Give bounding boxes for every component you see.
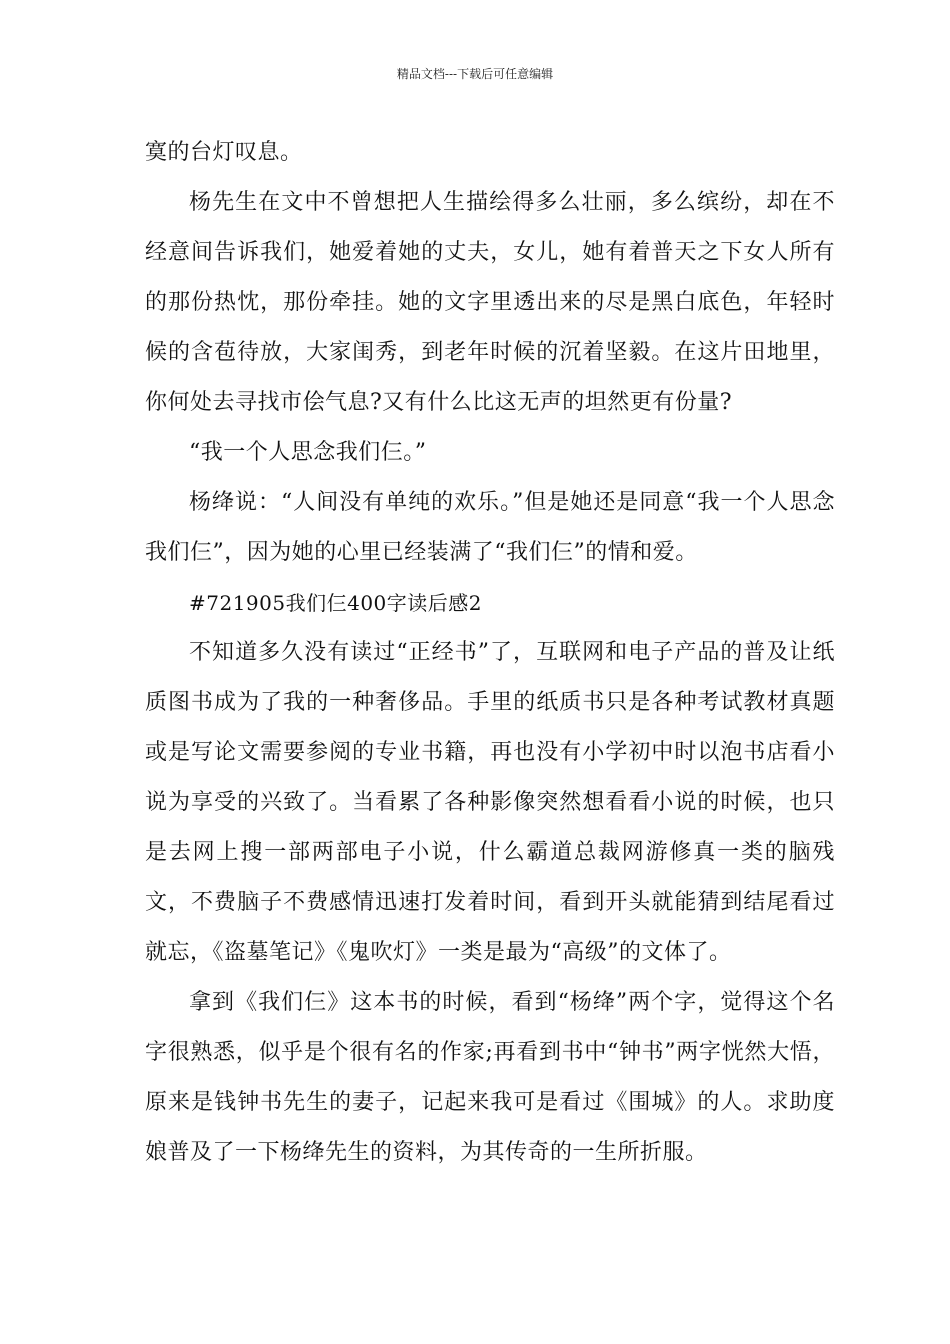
paragraph-3: “我一个人思念我们仨。” — [189, 440, 427, 465]
paragraph-1: 寞的台灯叹息。 — [145, 140, 303, 165]
paragraph-6: 不知道多久没有读过“正经书”了，互联网和电子产品的普及让纸质图书成为了我的一种奢侈品。手里的纸质书只是各种考试教材真题或是写论文需要参阅的专业书籍，再也没有小学初中时以泡书店看小说为享受的兴致了。当看累了各种影像突然想看看小说的时候，也只是去网上搜一部两部电子小说，什么霸道总裁网游修真一类的脑残文，不费脑子不费感情迅速打发着时间，看到开头就能猜到结尾看过就忘，《盗墓笔记》《鬼吹灯》一类是最为“高级”的文体了。 — [145, 640, 835, 965]
paragraph-2: 杨先生在文中不曾想把人生描绘得多么壮丽，多么缤纷，却在不经意间告诉我们，她爱着她的丈夫，女儿，她有着普天之下女人所有的那份热忱，那份牵挂。她的文字里透出来的尽是黑白底色，年轻时候的含苞待放，大家闺秀，到老年时候的沉着坚毅。在这片田地里，你何处去寻找市侩气息?又有什么比这无声的坦然更有份量? — [145, 190, 835, 415]
paragraph-4: 杨绛说：“人间没有单纯的欢乐。”但是她还是同意“我一个人思念我们仨”，因为她的心里已经装满了“我们仨”的情和爱。 — [145, 490, 835, 565]
document-body — [145, 128, 835, 1178]
section-heading: #721905我们仨400字读后感2 — [189, 591, 483, 615]
page-header: 精品文档---下载后可任意编辑 — [396, 67, 554, 81]
paragraph-7: 拿到《我们仨》这本书的时候，看到“杨绛”两个字，觉得这个名字很熟悉，似乎是个很有名的作家;再看到书中“钟书”两字恍然大悟，原来是钱钟书先生的妻子，记起来我可是看过《围城》的人。求助度娘普及了一下杨绛先生的资料，为其传奇的一生所折服。 — [145, 990, 835, 1165]
